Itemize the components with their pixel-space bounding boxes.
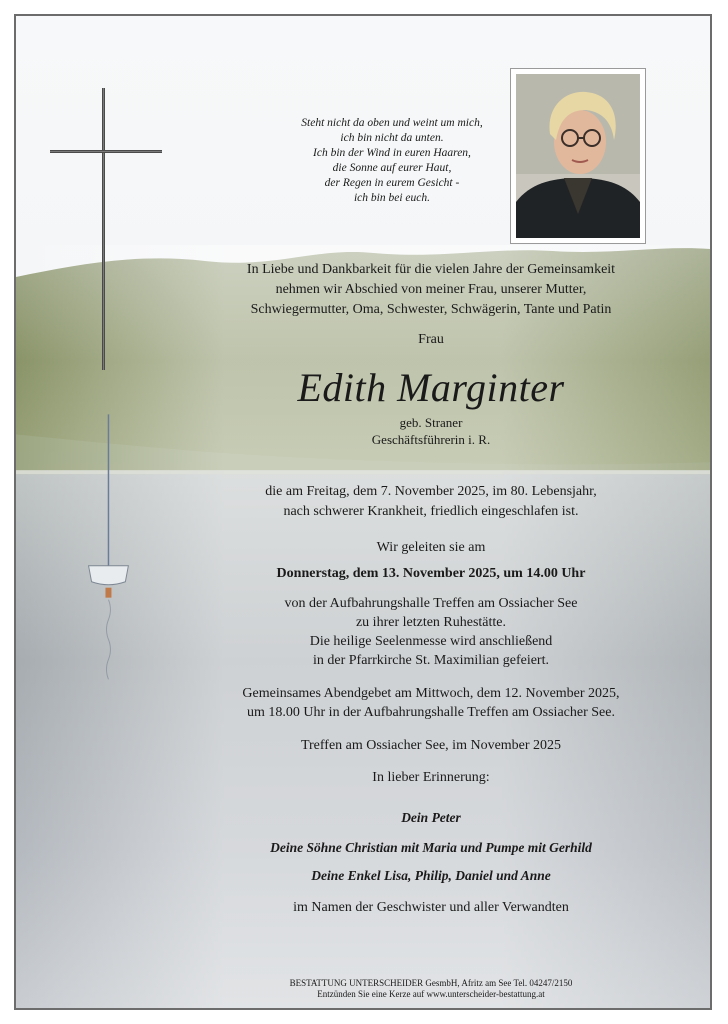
footer-website: Entzünden Sie eine Kerze auf www.unterscheider-bestattung.at [317, 989, 545, 999]
prayer-line: Gemeinsames Abendgebet am Mittwoch, dem 12. November 2025, [242, 686, 620, 701]
footer-company: BESTATTUNG UNTERSCHEIDER GesmbH, Afritz am See Tel. 04247/2150 [289, 978, 573, 988]
verse-line: ich bin nicht da unten. [340, 132, 444, 144]
birth-name: geb. Straner [399, 415, 463, 430]
portrait-photo [510, 68, 646, 244]
deceased-name: Edith Marginter [297, 365, 565, 410]
ceremony-text [146, 594, 712, 670]
prayer-text [146, 684, 712, 722]
ceremony-line: in der Pfarrkirche St. Maximilian gefeiert. [313, 653, 549, 668]
verse-line: Steht nicht da oben und weint um mich, [301, 117, 483, 129]
intro-line: Schwiegermutter, Oma, Schwester, Schwägerin, Tante und Patin [250, 302, 612, 317]
accompany-text: Wir geleiten sie am [376, 540, 486, 555]
family-line: Deine Enkel Lisa, Philip, Daniel und Anne [311, 868, 551, 883]
intro-line: In Liebe und Dankbarkeit für die vielen Jahre der Gemeinsamkeit [246, 262, 616, 277]
footer [146, 978, 712, 1000]
place-date: Treffen am Ossiacher See, im November 2025 [300, 738, 562, 753]
intro-text [146, 260, 712, 320]
relatives-text: im Namen der Geschwister und aller Verwandten [293, 900, 569, 915]
death-line: die am Freitag, dem 7. November 2025, im 80. Lebensjahr, [265, 484, 597, 499]
portrait-image [516, 74, 640, 238]
ceremony-line: Die heilige Seelenmesse wird anschließend [309, 634, 553, 649]
prayer-line: um 18.00 Uhr in der Aufbahrungshalle Treffen am Ossiacher See. [247, 705, 615, 720]
notice-card [14, 14, 712, 1010]
verse-line: die Sonne auf eurer Haut, [332, 162, 452, 174]
death-text [146, 482, 712, 522]
intro-line: nehmen wir Abschied von meiner Frau, unserer Mutter, [275, 282, 587, 297]
funeral-date: Donnerstag, dem 13. November 2025, um 14.00 Uhr [276, 566, 586, 581]
poem-verse [236, 116, 548, 206]
family-line: Deine Söhne Christian mit Maria und Pumpe mit Gerhild [270, 840, 592, 855]
job-title: Geschäftsführerin i. R. [371, 432, 491, 447]
cross-bar [50, 150, 162, 153]
verse-line: Ich bin der Wind in euren Haaren, [313, 147, 471, 159]
verse-line: ich bin bei euch. [353, 192, 430, 204]
salutation: Frau [418, 332, 444, 347]
memory-heading: In lieber Erinnerung: [372, 770, 490, 785]
family-line: Dein Peter [401, 810, 461, 825]
ceremony-line: zu ihrer letzten Ruhestätte. [355, 615, 507, 630]
verse-line: der Regen in eurem Gesicht - [324, 177, 460, 189]
death-line: nach schwerer Krankheit, friedlich eingeschlafen ist. [283, 504, 579, 519]
cross-icon [102, 88, 105, 370]
ceremony-line: von der Aufbahrungshalle Treffen am Ossiacher See [284, 596, 578, 611]
birth-details [146, 414, 712, 448]
